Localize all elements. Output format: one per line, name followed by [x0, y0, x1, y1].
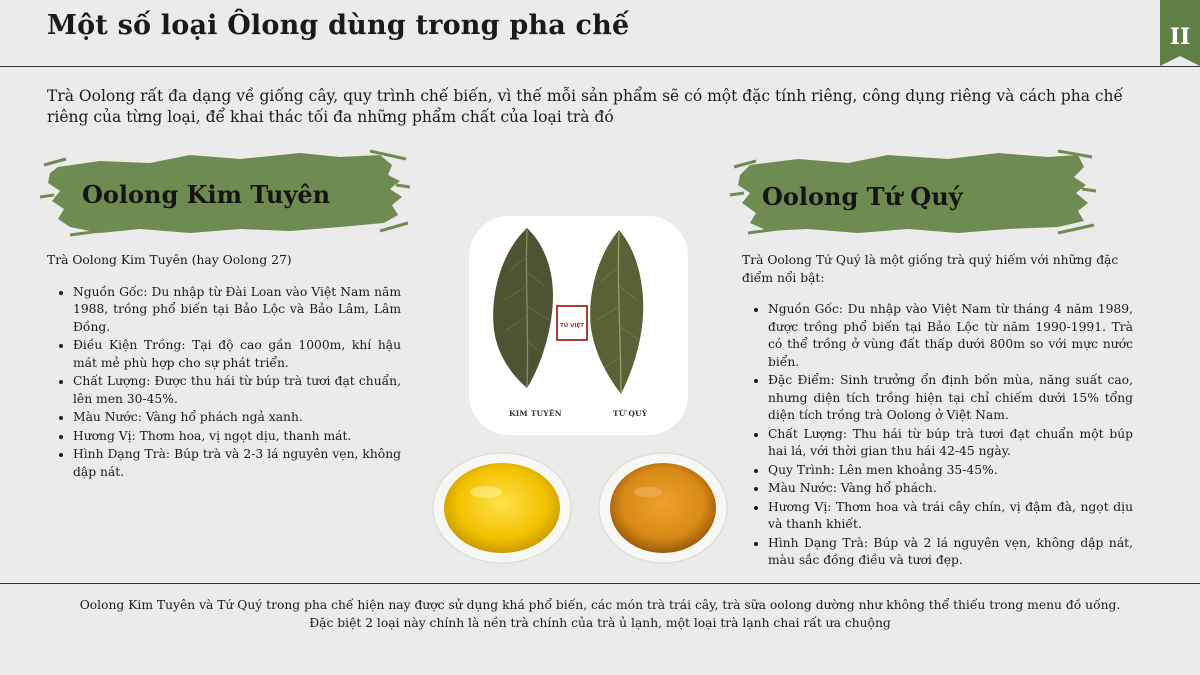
tea-leaves-illustration — [469, 216, 688, 435]
brand-stamp-text: TỨ VIỆT — [559, 323, 585, 329]
page-title: Một số loại Ôlong dùng trong pha chế — [47, 10, 630, 41]
list-item: • Hương Vị: Thơm hoa, vị ngọt dịu, thanh mát. — [73, 428, 401, 446]
list-item: • Màu Nước: Vàng hổ phách. — [768, 480, 1133, 498]
header — [0, 0, 1200, 67]
section-number: II — [1169, 24, 1191, 50]
list-item: • Quy Trình: Lên men khoảng 35-45%. — [768, 462, 1133, 480]
list-item: • Màu Nước: Vàng hổ phách ngả xanh. — [73, 409, 401, 427]
caption-tu-quy: TỨ QUÝ — [613, 409, 648, 418]
left-heading: Oolong Kim Tuyên — [82, 180, 331, 209]
right-heading: Oolong Tứ Quý — [762, 182, 963, 211]
left-list — [47, 284, 401, 482]
list-item: • Nguồn Gốc: Du nhập từ Đài Loan vào Việt Nam năm 1988, trồng phổ biến tại Bảo Lộc và Bảo Lâm, Lâm Đồng. — [73, 284, 401, 337]
right-column — [742, 252, 1133, 571]
footer-line-1: Oolong Kim Tuyên và Tứ Quý trong pha chế hiện nay được sử dụng khá phổ biến, các món trà trái cây, trà sữa oolong dường như không thể thiếu trong menu đồ uống. — [79, 598, 1121, 612]
list-item: • Điều Kiện Trồng: Tại độ cao gần 1000m, khí hậu mát mẻ phù hợp cho sự phát triển. — [73, 337, 401, 372]
footer-divider — [0, 583, 1200, 584]
list-item: • Đặc Điểm: Sinh trưởng ổn định bốn mùa, năng suất cao, nhưng diện tích trồng hiện tại chỉ chiếm dưới 15% tổng diện tích trồng trà Oolong ở Việt Nam. — [768, 372, 1133, 425]
footer-line-2: Đặc biệt 2 loại này chính là nền trà chính của trà ủ lạnh, một loại trà lạnh chai rất ưa chuộng — [309, 615, 891, 630]
tea-leaves-image — [469, 216, 688, 435]
caption-kim-tuyen: KIM TUYÊN — [509, 409, 562, 418]
section-badge — [1160, 0, 1200, 66]
list-item: • Nguồn Gốc: Du nhập vào Việt Nam từ tháng 4 năm 1989, được trồng phổ biến tại Bảo Lộc từ năm 1990-1991. Trà có thể trồng ở vùng đất thấp dưới 800m so với mực nước biển. — [768, 301, 1133, 371]
footer-text — [0, 597, 1200, 632]
list-item: • Hình Dạng Trà: Búp trà và 2-3 lá nguyên vẹn, không dập nát. — [73, 446, 401, 481]
left-column — [47, 252, 401, 482]
list-item: • Hình Dạng Trà: Búp và 2 lá nguyên vẹn, không dập nát, màu sắc đồng điều và tươi đẹp. — [768, 535, 1133, 570]
right-list — [742, 301, 1133, 570]
list-item: • Hương Vị: Thơm hoa và trái cây chín, vị đậm đà, ngọt dịu và thanh khiết. — [768, 499, 1133, 534]
list-item: • Chất Lượng: Được thu hái từ búp trà tươi đạt chuẩn, lên men 30-45%. — [73, 373, 401, 408]
left-lead: Trà Oolong Kim Tuyên (hay Oolong 27) — [47, 253, 292, 267]
tea-cup-tu-quy — [598, 452, 728, 564]
intro-paragraph: Trà Oolong rất đa dạng về giống cây, quy trình chế biến, vì thế mỗi sản phẩm sẽ có một đặc tính riêng, công dụng riêng và cách pha chế riêng của từng loại, để khai thác tối đa những phẩm chất của loại trà đó — [47, 87, 1124, 126]
list-item: • Chất Lượng: Thu hái từ búp trà tươi đạt chuẩn một búp hai lá, với thời gian thu hái 42-45 ngày. — [768, 426, 1133, 461]
tea-cup-kim-tuyen — [432, 452, 572, 564]
right-lead: Trà Oolong Tứ Quý là một giống trà quý hiếm với những đặc điểm nổi bật: — [742, 253, 1119, 285]
